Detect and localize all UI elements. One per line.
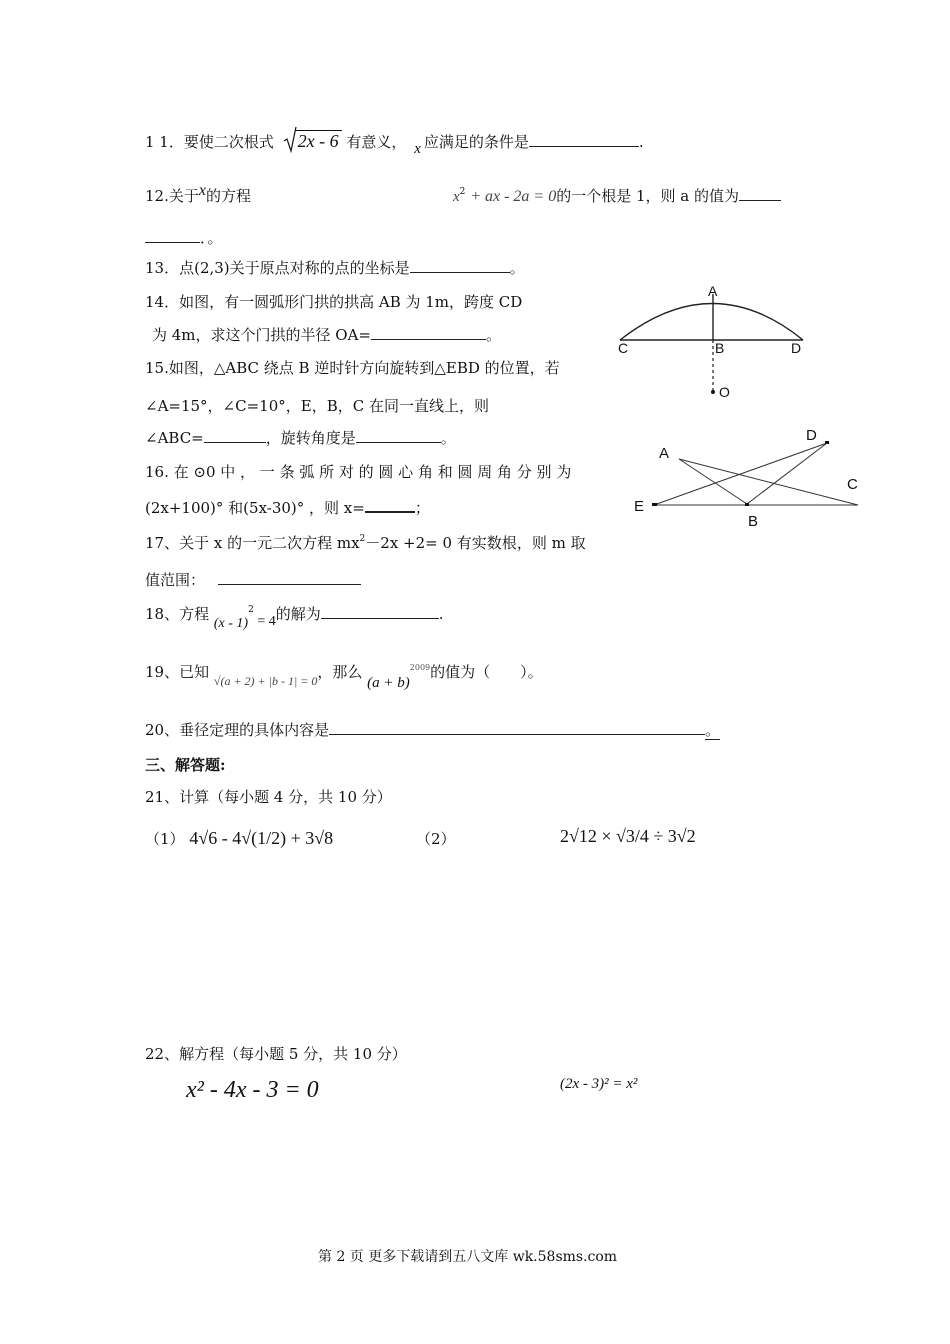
q18-answer-blank[interactable] <box>321 604 439 619</box>
label-a: A <box>659 445 670 462</box>
q20-end: 。 <box>705 721 721 739</box>
q16-answer-blank[interactable] <box>365 497 415 513</box>
label-o: O <box>719 384 730 400</box>
label-d: D <box>791 340 802 356</box>
q19-sup: 2009 <box>409 663 431 672</box>
label-b: B <box>715 340 725 356</box>
q11-tail: 应满足的条件是 <box>423 133 529 151</box>
q13-text: 13．点(2,3)关于原点对称的点的坐标是 <box>145 259 410 277</box>
q18-tail: 的解为 <box>275 605 321 623</box>
q11-text: 1 1．要使二次根式 <box>145 133 274 151</box>
point-d <box>825 441 829 444</box>
q16-end: ； <box>414 499 430 517</box>
q17-sup: 2 <box>359 534 366 544</box>
q22-eq1: x² - 4x - 3 = 0 <box>186 1077 319 1103</box>
question-13 <box>145 257 525 278</box>
q11-end: . <box>638 133 644 151</box>
q13-answer-blank[interactable] <box>410 258 510 273</box>
q12-tail: 的一个根是 1，则 a 的值为 <box>556 187 740 205</box>
q17-line2: 值范围： <box>145 571 206 589</box>
question-21-title: 21、计算（每小题 4 分，共 10 分） <box>145 788 392 806</box>
q15-line3a: ∠ABC= <box>145 429 204 447</box>
label-c: C <box>847 476 858 493</box>
q18-text: 18、方程 <box>145 605 210 623</box>
q12-answer-blank-a[interactable] <box>739 186 781 201</box>
q11-mid: 有意义， <box>346 133 407 151</box>
question-17-line2 <box>145 569 361 590</box>
question-15-line3 <box>145 427 456 448</box>
arch-figure <box>615 285 815 400</box>
q21-p1-label: （1） <box>145 830 185 848</box>
rotation-figure <box>628 425 868 535</box>
q20-answer-blank[interactable] <box>329 720 705 735</box>
question-16-line1: 16. 在 ⊙0 中 ， 一 条 弧 所 对 的 圆 心 角 和 圆 周 角 分 别 为 <box>145 463 572 481</box>
q15-answer-blank-rotation[interactable] <box>356 428 441 443</box>
page-footer: 第 2 页 更多下载请到五八文库 wk.58sms.com <box>318 1249 618 1265</box>
q11-var: x <box>414 141 421 157</box>
q19-cond: √(a + 2) + |b - 1| = 0 <box>213 674 318 688</box>
q19-mid: ，那么 <box>317 663 363 681</box>
q17-line1b: －2x +2= 0 有实数根，则 m 取 <box>365 534 586 552</box>
label-e: E <box>634 498 645 515</box>
question-14-line2 <box>152 324 501 345</box>
q16-line2a: (2x+100)° 和(5x-30)° ，则 x= <box>145 499 365 517</box>
q22-eq2: (2x - 3)² = x² <box>560 1076 638 1092</box>
section-3-title: 三、解答题: <box>145 756 226 774</box>
q18-eq: (x - 1) <box>213 616 249 631</box>
segment-ab <box>679 459 747 504</box>
question-15-line1: 15.如图，△ABC 绕点 B 逆时针方向旋转到△EBD 的位置，若 <box>145 359 560 377</box>
q13-end: 。 <box>509 259 525 277</box>
q12-answer-blank-b[interactable] <box>145 228 200 243</box>
q19-tail: 的值为（ ）。 <box>430 663 543 681</box>
q21-p1-expr: 4√6 - 4√(1/2) + 3√8 <box>189 828 334 848</box>
q12-text: 12.关于 <box>145 187 199 205</box>
q12-end: ．。 <box>200 229 223 247</box>
q14-end: 。 <box>486 326 502 344</box>
question-14-line1: 14．如图，有一圆弧形门拱的拱高 AB 为 1m，跨度 CD <box>145 293 523 311</box>
label-b: B <box>748 513 759 530</box>
center-point-o <box>711 390 715 394</box>
q11-radical <box>283 131 342 152</box>
q15-line3b: ，旋转角度是 <box>265 429 356 447</box>
question-16-line2 <box>145 497 430 518</box>
q20-text: 20、垂径定理的具体内容是 <box>145 721 330 739</box>
q12-eq-sup: 2 <box>459 187 466 197</box>
q11-radicand: 2x - 6 <box>295 130 342 151</box>
question-21-part1 <box>145 828 333 849</box>
question-22-title: 22、解方程（每小题 5 分，共 10 分） <box>145 1045 407 1063</box>
question-12 <box>145 182 251 206</box>
question-22-equation-2 <box>560 1074 637 1093</box>
q19-text: 19、已知 <box>145 663 210 681</box>
question-22-equation-1 <box>186 1077 319 1104</box>
question-11 <box>145 131 644 157</box>
q12-var: x <box>198 182 206 199</box>
question-21-part2 <box>560 826 696 847</box>
q17-answer-blank[interactable] <box>218 570 361 585</box>
q12-eq-x: x <box>453 189 460 205</box>
question-18 <box>145 603 444 631</box>
question-21-part2-label: （2） <box>416 830 456 848</box>
q12-mid: 的方程 <box>205 187 251 205</box>
question-19 <box>145 661 543 691</box>
point-e <box>652 503 657 506</box>
arch-arc <box>620 304 803 341</box>
q12-eq-rest: + ax - 2a = 0 <box>470 188 557 205</box>
q14-line2: 为 4m，求这个门拱的半径 OA= <box>152 326 372 344</box>
q19-expr: (a + b) <box>367 675 410 691</box>
question-17-line1 <box>145 532 586 553</box>
question-12-cont <box>145 227 223 248</box>
question-20 <box>145 719 720 740</box>
q15-end: 。 <box>440 429 456 447</box>
q18-sup: 2 <box>248 605 254 615</box>
q18-eq2: = 4 <box>253 614 276 629</box>
label-c: C <box>618 340 629 356</box>
q18-end: . <box>438 605 444 623</box>
q14-answer-blank[interactable] <box>371 325 486 340</box>
q11-answer-blank[interactable] <box>529 132 639 147</box>
q17-line1a: 17、关于 x 的一元二次方程 mx <box>145 534 360 552</box>
segment-ac <box>679 459 858 505</box>
question-12-equation <box>453 185 781 206</box>
question-15-line2: ∠A=15°，∠C=10°，E，B，C 在同一直线上，则 <box>145 397 489 415</box>
point-b <box>745 503 749 506</box>
q21-p2-expr: 2√12 × √3/4 ÷ 3√2 <box>560 826 696 846</box>
segment-bd <box>747 443 827 504</box>
label-a: A <box>708 285 718 299</box>
label-d: D <box>806 427 817 444</box>
segment-ed <box>654 443 827 505</box>
q15-answer-blank-angle[interactable] <box>204 428 266 443</box>
